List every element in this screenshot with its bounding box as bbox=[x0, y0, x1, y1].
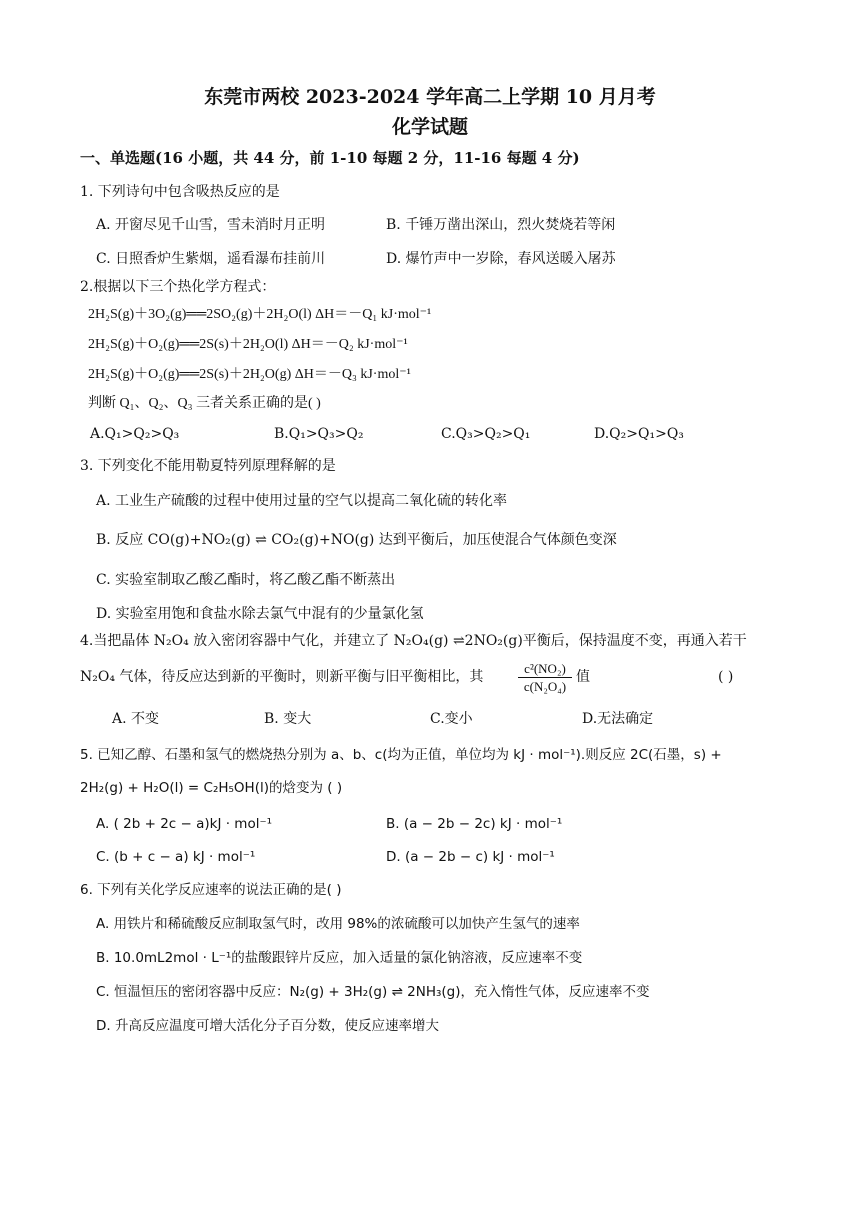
question-2-option-a: A.Q₁>Q₂>Q₃ bbox=[90, 426, 180, 442]
question-3-option-d: D. 实验室用饱和食盐水除去氯气中混有的少量氯化氢 bbox=[96, 606, 424, 622]
exam-title: 东莞市两校 2023-2024 学年高二上学期 10 月月考 bbox=[204, 86, 656, 108]
question-4-stem-line-1: 4.当把晶体 N₂O₄ 放入密闭容器中气化，并建立了 N₂O₄(g) ⇌2NO₂(g)平衡后，保持温度不变，再通入若干 bbox=[80, 633, 747, 649]
fraction-numerator: c²(NO₂) bbox=[518, 660, 572, 678]
question-5-option-d: D. (a − 2b − c) kJ · mol⁻¹ bbox=[386, 849, 555, 865]
question-2-option-b: B.Q₁>Q₃>Q₂ bbox=[274, 426, 364, 442]
question-4-value-word: 值 bbox=[576, 669, 590, 685]
question-5-stem-line-2: 2H₂(g) + H₂O(l) = C₂H₅OH(l)的焓变为 ( ) bbox=[80, 780, 343, 796]
question-2-equation-3: 2H₂S(g)＋O₂(g)══2S(s)＋2H₂O(g) ΔH＝－Q₃ kJ·mol⁻¹ bbox=[88, 367, 411, 382]
question-2-equation-1: 2H₂S(g)＋3O₂(g)══2SO₂(g)＋2H₂O(l) ΔH＝－Q₁ kJ·mol⁻¹ bbox=[88, 307, 432, 322]
section-heading: 一、单选题(16 小题，共 44 分，前 1-10 每题 2 分，11-16 每题 4 分) bbox=[80, 149, 580, 167]
question-1-option-b: B. 千锤万凿出深山，烈火焚烧若等闲 bbox=[386, 217, 616, 233]
question-5-option-b: B. (a − 2b − 2c) kJ · mol⁻¹ bbox=[386, 816, 563, 832]
question-1-option-c: C. 日照香炉生紫烟，遥看瀑布挂前川 bbox=[96, 251, 326, 267]
question-3-stem: 3. 下列变化不能用勒夏特列原理释解的是 bbox=[80, 458, 336, 474]
question-4-stem-line-2: N₂O₄ 气体，待反应达到新的平衡时，则新平衡与旧平衡相比，其 bbox=[80, 669, 484, 685]
question-6-stem: 6. 下列有关化学反应速率的说法正确的是( ) bbox=[80, 882, 342, 898]
fraction-denominator: c(N₂O₄) bbox=[523, 679, 567, 694]
question-3-option-b: B. 反应 CO(g)+NO₂(g) ⇌ CO₂(g)+NO(g) 达到平衡后，加压使混合气体颜色变深 bbox=[96, 532, 617, 548]
question-4-option-d: D.无法确定 bbox=[582, 711, 654, 727]
question-4-option-c: C.变小 bbox=[430, 711, 473, 727]
question-4-option-a: A. 不变 bbox=[112, 711, 160, 727]
question-1-option-d: D. 爆竹声中一岁除，春风送暖入屠苏 bbox=[386, 251, 616, 267]
question-5-option-c: C. (b + c − a) kJ · mol⁻¹ bbox=[96, 849, 256, 865]
question-2-option-d: D.Q₂>Q₁>Q₃ bbox=[594, 426, 684, 442]
question-2-ask: 判断 Q₁、Q₂、Q₃ 三者关系正确的是( ) bbox=[88, 396, 321, 411]
question-5-stem-line-1: 5. 已知乙醇、石墨和氢气的燃烧热分别为 a、b、c(均为正值，单位均为 kJ · mol⁻¹).则反应 2C(石墨，s) + bbox=[80, 747, 722, 763]
question-1-option-a: A. 开窗尽见千山雪，雪未消时月正明 bbox=[96, 217, 326, 233]
question-5-option-a: A. ( 2b + 2c − a)kJ · mol⁻¹ bbox=[96, 816, 273, 832]
answer-paren: ( ) bbox=[718, 669, 734, 685]
ratio-fraction bbox=[518, 660, 572, 695]
question-6-option-d: D. 升高反应温度可增大活化分子百分数，使反应速率增大 bbox=[96, 1018, 439, 1034]
question-2-equation-2: 2H₂S(g)＋O₂(g)══2S(s)＋2H₂O(l) ΔH＝－Q₂ kJ·mol⁻¹ bbox=[88, 337, 408, 352]
question-6-option-b: B. 10.0mL2mol · L⁻¹的盐酸跟锌片反应，加入适量的氯化钠溶液，反应速率不变 bbox=[96, 950, 583, 966]
question-3-option-a: A. 工业生产硫酸的过程中使用过量的空气以提高二氧化硫的转化率 bbox=[96, 493, 508, 509]
question-1-stem: 1. 下列诗句中包含吸热反应的是 bbox=[80, 184, 280, 200]
exam-subtitle: 化学试题 bbox=[391, 116, 468, 138]
question-6-option-a: A. 用铁片和稀硫酸反应制取氢气时，改用 98%的浓硫酸可以加快产生氢气的速率 bbox=[96, 916, 580, 932]
question-2-stem: 2.根据以下三个热化学方程式： bbox=[80, 279, 276, 295]
question-4-option-b: B. 变大 bbox=[264, 711, 312, 727]
question-6-option-c: C. 恒温恒压的密闭容器中反应：N₂(g) + 3H₂(g) ⇌ 2NH₃(g)，充入惰性气体，反应速率不变 bbox=[96, 984, 650, 1000]
question-3-option-c: C. 实验室制取乙酸乙酯时，将乙酸乙酯不断蒸出 bbox=[96, 572, 396, 588]
question-2-option-c: C.Q₃>Q₂>Q₁ bbox=[441, 426, 531, 442]
